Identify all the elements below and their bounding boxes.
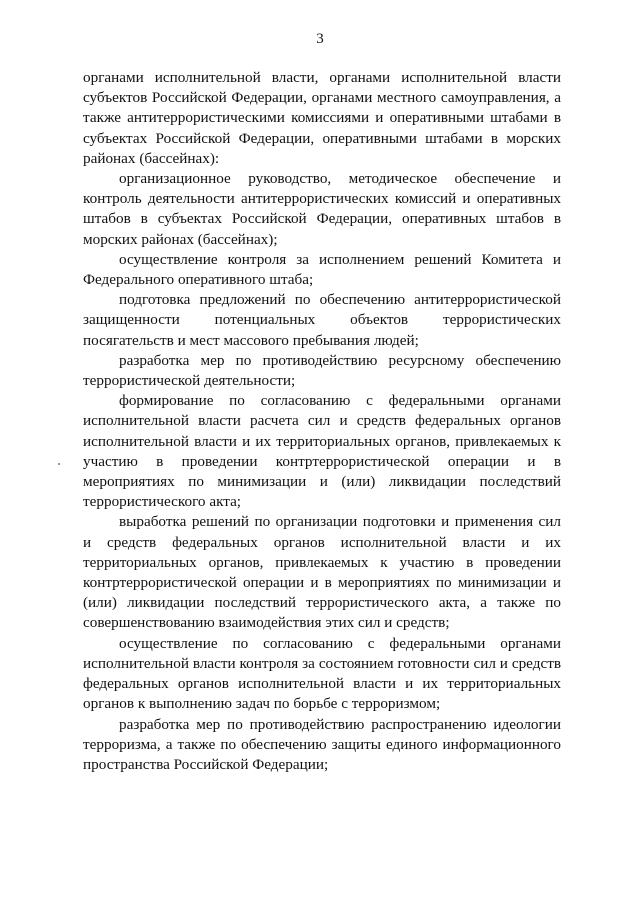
paragraph-item: разработка мер по противодействию распространению идеологии терроризма, а также по обеспечению защиты единого информационного пространства Российской Федерации; [83,715,561,773]
paragraph-item: разработка мер по противодействию ресурсному обеспечению террористической деятельности; [83,351,561,390]
paragraph-item: осуществление по согласованию с федеральными органами исполнительной власти контроля за состоянием готовности сил и средств федеральных органов исполнительной власти и их территориальных органов к выполнению задач по борьбе с терроризмом; [83,634,561,713]
document-body [83,68,561,775]
paragraph-item: осуществление контроля за исполнением решений Комитета и Федерального оперативного штаба; [83,250,561,289]
page-number: 3 [316,31,324,47]
paragraph-item: формирование по согласованию с федеральными органами исполнительной власти расчета сил и средств федеральных органов исполнительной власти и их территориальных органов, привлекаемых к участию в проведении контртеррористической операции и в мероприятиях по минимизации и (или) ликвидации последствий террористического акта; [83,392,561,511]
paragraph-item: организационное руководство, методическое обеспечение и контроль деятельности антитеррористических комиссий и оперативных штабов в субъектах Российской Федерации, оперативных штабов в морских районах (бассейнах); [83,170,561,248]
paragraph-item: подготовка предложений по обеспечению антитеррористической защищенности потенциальных объектов террористических посягательств и мест массового пребывания людей; [83,291,561,349]
paragraph-continuation: органами исполнительной власти, органами исполнительной власти субъектов Российской Федерации, органами местного самоуправления, а также антитеррористическими комиссиями и оперативными штабами в субъектах Российской Федерации, оперативными штабами в морских районах (бассейнах): [83,69,561,167]
margin-mark [58,463,60,465]
paragraph-item: выработка решений по организации подготовки и применения сил и средств федеральных органов исполнительной власти и их территориальных органов, привлекаемых к участию в проведении контртеррористической операции и в мероприятиях по минимизации и (или) ликвидации последствий террористического акта, а также по совершенствованию взаимодействия этих сил и средств; [83,513,561,632]
